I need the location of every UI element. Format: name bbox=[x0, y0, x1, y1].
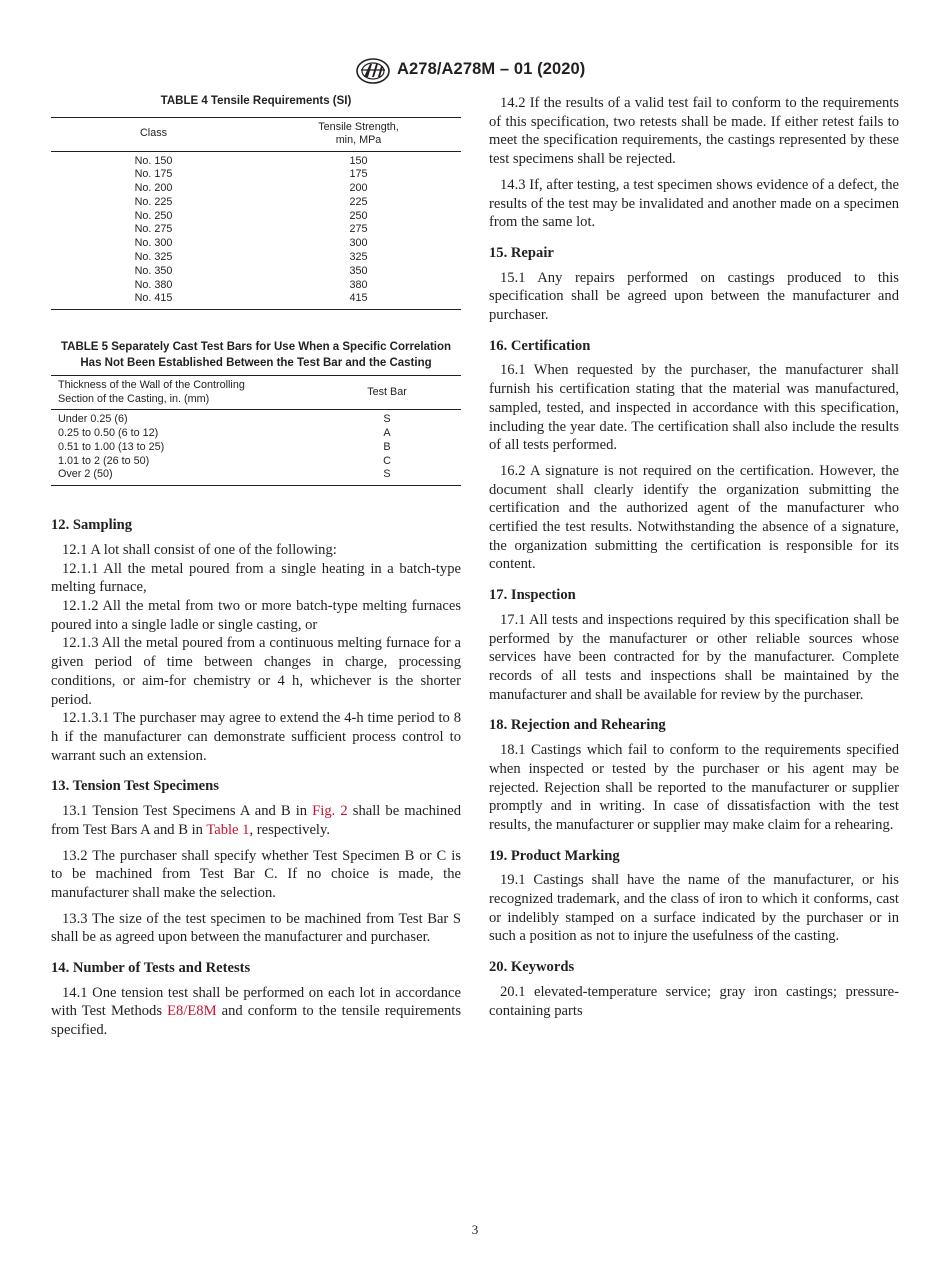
para-12-1-1: 12.1.1 All the metal poured from a single heating in a batch-type melting furnace, bbox=[51, 560, 461, 596]
table5-thickness-cell: 1.01 to 2 (26 to 50) bbox=[58, 454, 150, 467]
table4-header-class: Class bbox=[51, 117, 256, 151]
table4-row bbox=[51, 196, 461, 210]
para-12-1: 12.1 A lot shall consist of one of the following: bbox=[62, 541, 337, 558]
table4-strength-cell: 250 bbox=[349, 209, 368, 222]
section-16-heading: 16. Certification bbox=[489, 337, 591, 354]
table4-strength-cell: 325 bbox=[349, 251, 368, 264]
table5-row bbox=[51, 427, 461, 441]
table4-header-strength: Tensile Strength, min, MPa bbox=[256, 117, 461, 151]
table4-row bbox=[51, 292, 461, 309]
section-19-heading: 19. Product Marking bbox=[489, 847, 620, 864]
table4-strength-cell: 225 bbox=[349, 195, 368, 208]
document-designation: A278/A278M – 01 (2020) bbox=[397, 60, 586, 78]
table4-strength-cell: 415 bbox=[256, 292, 461, 309]
table5-bar-cell: S bbox=[313, 468, 461, 485]
table4-class-cell: No. 325 bbox=[134, 251, 173, 264]
table4-strength-cell: 200 bbox=[349, 182, 368, 195]
right-column bbox=[489, 94, 899, 1027]
table5-thickness-cell: Under 0.25 (6) bbox=[58, 413, 128, 426]
table4-row bbox=[51, 223, 461, 237]
table5-header-bar: Test Bar bbox=[313, 376, 461, 410]
fig-2-link[interactable]: Fig. 2 bbox=[312, 803, 348, 820]
table4-class-cell: No. 275 bbox=[134, 223, 173, 236]
para-18-1: 18.1 Castings which fail to conform to the requirements specified when inspected or tested by the purchaser or his agent may be rejected. Rejection shall be reported to the manufacturer or supplier promptly and in writing. In case of dissatisfaction with the test results, the manufacturer or supplier may make claim for a rehearing. bbox=[489, 742, 899, 833]
table4-tensile-requirements bbox=[51, 117, 461, 311]
table5-row bbox=[51, 455, 461, 469]
para-12-1-2: 12.1.2 All the metal from two or more batch-type melting furnaces poured into a single ladle or single casting, or bbox=[51, 598, 461, 633]
table4-strength-cell: 380 bbox=[349, 278, 368, 291]
e8-e8m-link[interactable]: E8/E8M bbox=[167, 1003, 217, 1020]
section-15-heading: 15. Repair bbox=[489, 244, 554, 261]
table4-class-cell: No. 415 bbox=[51, 292, 256, 309]
section-20-heading: 20. Keywords bbox=[489, 959, 575, 976]
table5-bar-cell: A bbox=[383, 427, 391, 440]
table4-strength-cell: 150 bbox=[349, 154, 368, 167]
table5-row bbox=[51, 468, 461, 485]
section-17-heading: 17. Inspection bbox=[489, 587, 576, 604]
table4-class-cell: No. 225 bbox=[134, 195, 173, 208]
table-1-link[interactable]: Table 1 bbox=[206, 821, 250, 838]
table4-row bbox=[51, 168, 461, 182]
para-12-1-3-1: 12.1.3.1 The purchaser may agree to extend the 4-h time period to 8 h if the manufacturer can demonstrate sufficient process control to warrant such an extension. bbox=[51, 710, 461, 764]
page-number: 3 bbox=[471, 1222, 479, 1237]
table5-bar-cell: B bbox=[383, 440, 391, 453]
table5-bar-cell: S bbox=[383, 413, 391, 426]
table4-row bbox=[51, 182, 461, 196]
table5-thickness-cell: 0.51 to 1.00 (13 to 25) bbox=[58, 440, 165, 453]
table4-class-cell: No. 200 bbox=[134, 182, 173, 195]
table5-row bbox=[51, 441, 461, 455]
table4-class-cell: No. 250 bbox=[134, 209, 173, 222]
table4-class-cell: No. 300 bbox=[134, 237, 173, 250]
table4-strength-cell: 300 bbox=[349, 237, 368, 250]
para-14-2: 14.2 If the results of a valid test fail to conform to the requirements of this specification, two retests shall be made. If either retest fails to meet the specification requirements, the castings represented by these test specimens shall be rejected. bbox=[489, 95, 899, 168]
table4-class-cell: No. 350 bbox=[134, 264, 173, 277]
table5-test-bars bbox=[51, 375, 461, 486]
table4-strength-cell: 175 bbox=[349, 168, 368, 181]
astm-logo-icon bbox=[355, 58, 391, 84]
page-header bbox=[0, 58, 950, 84]
table5-row bbox=[51, 410, 461, 427]
para-16-2: 16.2 A signature is not required on the certification. However, the document shall clearly identify the organization submitting the certification and the authorized agent of the manufacturer who certified the test results. Notwithstanding the absence of a signature, the organization submitting the certification is responsible for its content. bbox=[489, 462, 899, 573]
table5-thickness-cell: Over 2 (50) bbox=[51, 468, 313, 485]
para-14-3: 14.3 If, after testing, a test specimen shows evidence of a defect, the results of the test may be invalidated and another made on a specimen from the same lot. bbox=[489, 176, 899, 231]
table4-row bbox=[51, 237, 461, 251]
table4-class-cell: No. 380 bbox=[134, 278, 173, 291]
section-14-heading: 14. Number of Tests and Retests bbox=[51, 960, 251, 977]
section-13-heading: 13. Tension Test Specimens bbox=[51, 778, 219, 795]
left-column bbox=[51, 94, 461, 1047]
para-20-1: 20.1 elevated-temperature service; gray iron castings; pressure-containing parts bbox=[489, 983, 899, 1019]
section-18-heading: 18. Rejection and Rehearing bbox=[489, 717, 666, 734]
table4-row bbox=[51, 251, 461, 265]
para-17-1: 17.1 All tests and inspections required by this specification shall be performed by the manufacturer or other reliable sources whose services have been contracted for by the manufacturer. Complete records of all tests and inspections shall be maintained by the manufacturer and shall be available for review by the purchaser. bbox=[489, 611, 899, 703]
table4-class-cell: No. 150 bbox=[134, 154, 173, 167]
table5-bar-cell: C bbox=[383, 454, 391, 467]
para-13-3: 13.3 The size of the test specimen to be machined from Test Bar S shall be as agreed upon between the manufacturer and purchaser. bbox=[51, 910, 461, 946]
table4-strength-cell: 350 bbox=[349, 264, 368, 277]
table4-caption: TABLE 4 Tensile Requirements (SI) bbox=[160, 95, 352, 107]
table4-class-cell: No. 175 bbox=[134, 168, 173, 181]
table4-strength-cell: 275 bbox=[349, 223, 368, 236]
table4-row bbox=[51, 210, 461, 224]
table4-row bbox=[51, 265, 461, 279]
table5-caption: TABLE 5 Separately Cast Test Bars for Use When a Specific Correlation Has Not Been Established Between the Test Bar and the Casting bbox=[60, 341, 452, 369]
para-13-2: 13.2 The purchaser shall specify whether Test Specimen B or C is to be machined from Test Bar C. If no choice is made, the manufacturer shall make the selection. bbox=[51, 847, 461, 901]
para-19-1: 19.1 Castings shall have the name of the manufacturer, or his recognized trademark, and the class of iron to which it conforms, cast or indelibly stamped on a surface indicated by the purchaser or in such a position as not to injure the usefulness of the casting. bbox=[489, 872, 899, 945]
section-12-heading: 12. Sampling bbox=[51, 517, 133, 534]
table5-thickness-cell: 0.25 to 0.50 (6 to 12) bbox=[58, 427, 159, 440]
table4-row bbox=[51, 279, 461, 293]
para-13-1: 13.1 Tension Test Specimens A and B in Fig. 2 shall be machined from Test Bars A and B in Table 1, respectively. bbox=[51, 803, 462, 838]
para-14-1: 14.1 One tension test shall be performed on each lot in accordance with Test Methods E8/E8M and conform to the tensile requirements specified. bbox=[51, 984, 462, 1039]
para-16-1: 16.1 When requested by the purchaser, the manufacturer shall furnish his certification stating that the material was manufactured, sampled, tested, and inspected in accordance with this specification, including the year date. The certification shall also include the results of all tests performed. bbox=[489, 362, 899, 454]
para-15-1: 15.1 Any repairs performed on castings produced to this specification shall be agreed upon between the manufacturer and purchaser. bbox=[489, 269, 899, 324]
table5-header-thickness: Thickness of the Wall of the Controlling Section of the Casting, in. (mm) bbox=[51, 376, 313, 410]
table4-row bbox=[51, 151, 461, 168]
para-12-1-3: 12.1.3 All the metal poured from a continuous melting furnace for a given period of time between changes in charge, processing conditions, or aim-for chemistry or 4 h, whichever is the shorter period. bbox=[51, 635, 461, 708]
